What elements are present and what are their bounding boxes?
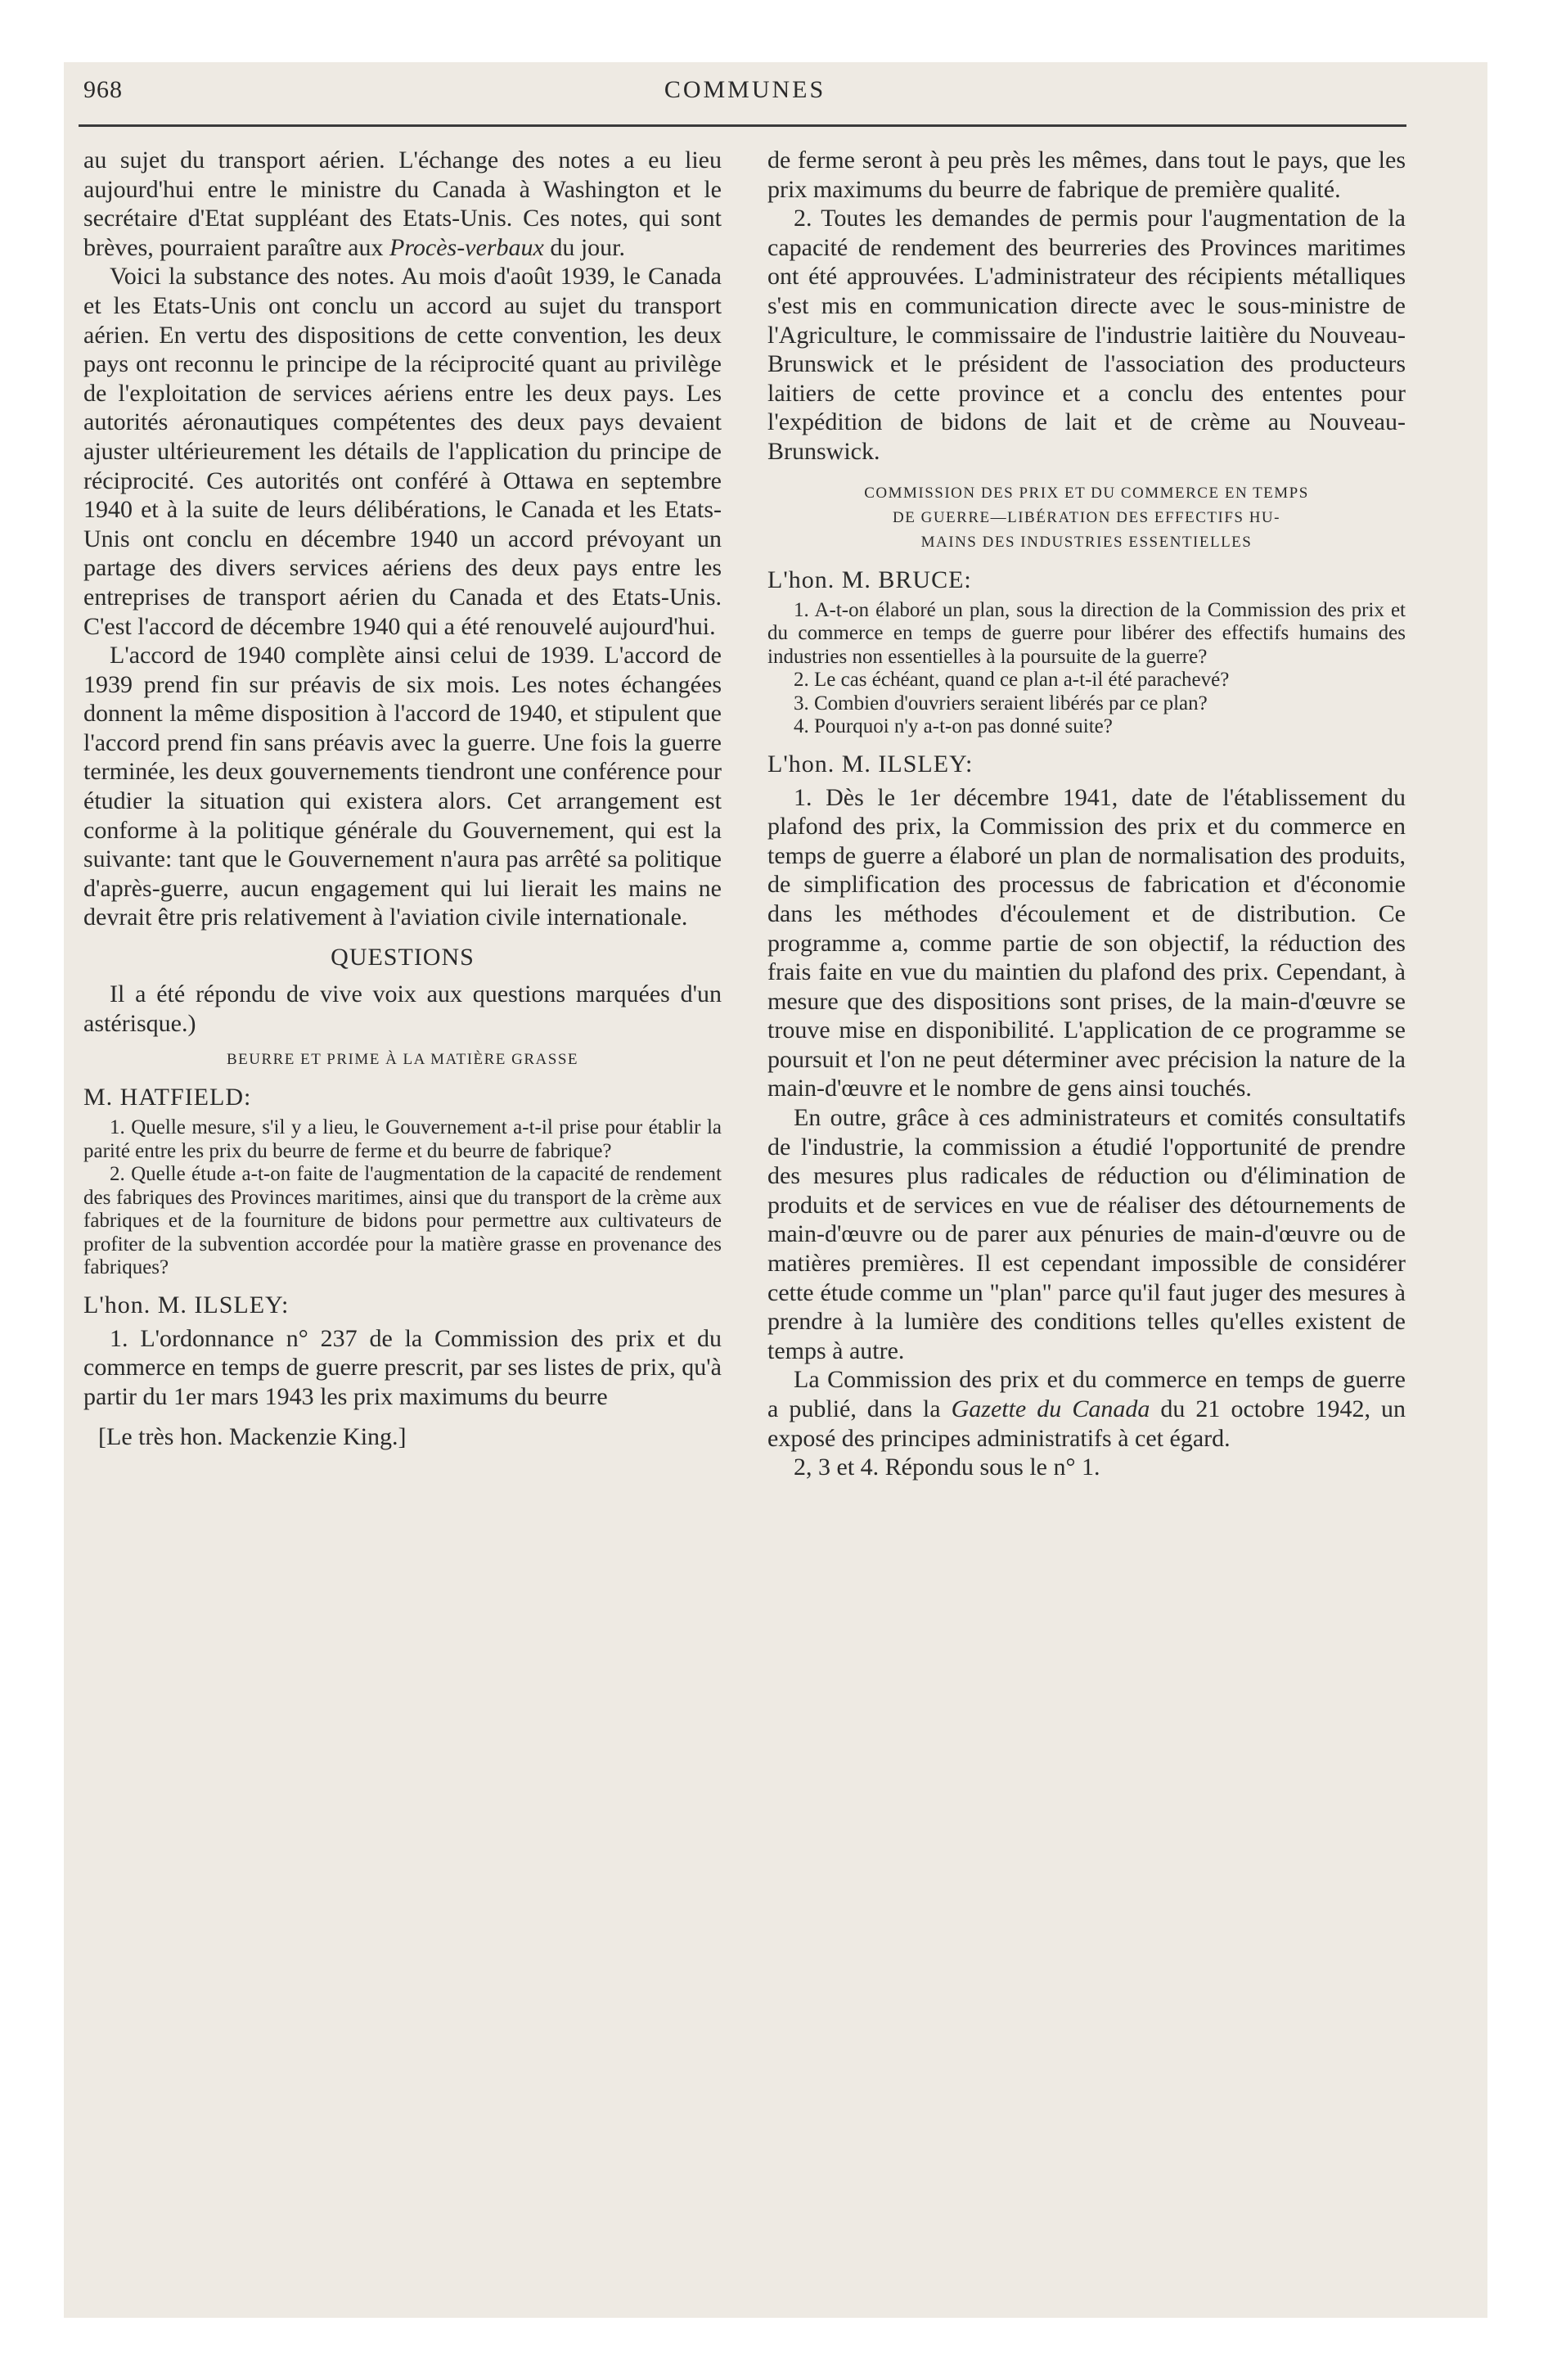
speaker-name: M. HATFIELD:: [83, 1084, 252, 1111]
questions-heading: QUESTIONS: [331, 944, 475, 971]
answer: [767, 1365, 1406, 1453]
italic-text: Gazette du Canada: [951, 1395, 1150, 1422]
subheading-line: DE GUERRE—LIBÉRATION DES EFFECTIFS HU-: [893, 508, 1280, 526]
paragraph: 2. Toutes les demandes de permis pour l'augmentation de la capacité de rendement des beurreries des Provinces maritimes ont été approuvées. L'administrateur des récipients métalliques s'est mis en communication directe avec le sous-ministre de l'Agriculture, le commissaire de l'industrie laitière du Nouveau-Brunswick et le président de l'association des producteurs laitiers de cette province et a conclu des ententes pour l'expédition de bidons de lait et de crème au Nouveau-Brunswick.: [767, 205, 1406, 465]
text: La Commission des prix et du commerce en temps de guerre a publié, dans la: [767, 1366, 1406, 1422]
answer: 1. L'ordonnance n° 237 de la Commission des prix et du commerce en temps de guerre prescrit, par ses listes de prix, qu'à partir du 1er mars 1943 les prix maximums du beurre: [83, 1324, 722, 1410]
text: du 21 octobre 1942, un exposé des principes administratifs à cet égard.: [767, 1395, 1406, 1452]
answer: 1. Dès le 1er décembre 1941, date de l'établissement du plafond des prix, la Commission des prix et du commerce en temps de guerre a élaboré un plan de normalisation des produits, de simplification des processus de fabrication et d'économie dans les méthodes d'écoulement et de distribution. Ce programme a, comme partie de son objectif, la réduction des frais faite en vue du maintien du plafond des prix. Cependant, à mesure que des dispositions sont prises, de la main-d'œuvre se trouve mise en disponibilité. L'application de ce programme se poursuit et l'on ne peut déterminer avec précision la nature de la main-d'œuvre et le nombre de gens ainsi touchés.: [767, 783, 1406, 1102]
question: 1. A-t-on élaboré un plan, sous la direction de la Commission des prix et du commerce en temps de guerre pour libérer des effectifs humains des industries non essentielles à la poursuite de la guerre?: [767, 598, 1406, 668]
left-column: [83, 146, 722, 1451]
answer: En outre, grâce à ces administrateurs et comités consultatifs de l'industrie, la commission a étudié l'opportunité de prendre des mesures plus radicales de réduction ou d'élimination de produits et de services en vue de réaliser des détournements de main-d'œuvre ou de parer aux pénuries de main-d'œuvre ou de matières premières. Il est cependant impossible de considérer cette étude comme un "plan" parce qu'il faut juger des mesures à prendre à la lumière des conditions telles qu'elles existent de temps à autre.: [767, 1104, 1406, 1364]
right-column: [767, 146, 1406, 1482]
speaker-name: L'hon. M. BRUCE:: [767, 566, 972, 593]
question: 3. Combien d'ouvriers seraient libérés par ce plan?: [794, 692, 1208, 714]
subheading-line: MAINS DES INDUSTRIES ESSENTIELLES: [920, 533, 1253, 551]
subheading-line: COMMISSION DES PRIX ET DU COMMERCE EN TEMPS: [864, 484, 1309, 502]
question: 4. Pourquoi n'y a-t-on pas donné suite?: [794, 715, 1113, 738]
speaker-name: L'hon. M. ILSLEY:: [767, 750, 974, 778]
subheading: BEURRE ET PRIME À LA MATIÈRE GRASSE: [226, 1051, 579, 1069]
text: du jour.: [543, 233, 625, 261]
speaker-name: L'hon. M. ILSLEY:: [83, 1291, 290, 1318]
paragraph: Voici la substance des notes. Au mois d'août 1939, le Canada et les Etats-Unis ont conclu un accord au sujet du transport aérien. En vertu des dispositions de cette convention, les deux pays ont reconnu le principe de la réciprocité quant au privilège de l'exploitation de services aériens entre les deux pays. Les autorités aéronautiques compétentes des deux pays devaient ajuster ultérieurement les détails de l'application du principe de réciprocité. Ces autorités ont conféré à Ottawa en septembre 1940 et à la suite de leurs délibérations, le Canada et les Etats-Unis ont conclu en décembre 1940 un accord prévoyant un partage des divers services aériens des deux pays entre les entreprises de transport aérien du Canada et des Etats-Unis. C'est l'accord de décembre 1940 qui a été renouvelé aujourd'hui.: [83, 263, 722, 640]
subheading: [767, 481, 1406, 555]
header-rule: [79, 124, 1406, 127]
page-header: [83, 76, 1406, 117]
paragraph: L'accord de 1940 complète ainsi celui de 1939. L'accord de 1939 prend fin sur préavis de six mois. Les notes échangées donnent la même disposition à l'accord de 1940, et stipulent que l'accord prend fin sans préavis avec la guerre. Une fois la guerre terminée, les deux gouvernements tiendront une conférence pour étudier la situation qui existera alors. Cet arrangement est conforme à la politique générale du Gouvernement, qui est la suivante: tant que le Gouvernement n'aura pas arrêté sa politique d'après-guerre, aucun engagement qui lui lierait les mains ne devrait être pris relativement à l'aviation civile internationale.: [83, 642, 722, 931]
paragraph: de ferme seront à peu près les mêmes, dans tout le pays, que les prix maximums du beurre de fabrique de première qualité.: [767, 146, 1406, 203]
running-title: COMMUNES: [664, 76, 826, 103]
paragraph: [83, 146, 722, 262]
italic-text: Procès-verbaux: [389, 233, 544, 261]
text: au sujet du transport aérien. L'échange des notes a eu lieu aujourd'hui entre le ministre du Canada à Washington et le secrétaire d'Etat suppléant des Etats-Unis. Ces notes, qui sont brèves, pourraient paraître aux: [83, 146, 722, 261]
questions-note: Il a été répondu de vive voix aux questions marquées d'un astérisque.): [83, 980, 722, 1037]
question: 1. Quelle mesure, s'il y a lieu, le Gouvernement a-t-il prise pour établir la parité entre les prix du beurre de ferme et du beurre de fabrique?: [83, 1116, 722, 1162]
question: 2. Quelle étude a-t-on faite de l'augmentation de la capacité de rendement des fabriques des Provinces maritimes, ainsi que du transport de la crème aux fabriques et de la fourniture de bidons pour permettre aux cultivateurs de profiter de la subvention accordée pour la matière grasse en provenance des fabriques?: [83, 1163, 722, 1279]
question: 2. Le cas échéant, quand ce plan a-t-il été parachevé?: [794, 669, 1230, 692]
answer: 2, 3 et 4. Répondu sous le n° 1.: [794, 1454, 1100, 1481]
page-number: 968: [83, 76, 123, 103]
attribution: [Le très hon. Mackenzie King.]: [98, 1422, 407, 1450]
